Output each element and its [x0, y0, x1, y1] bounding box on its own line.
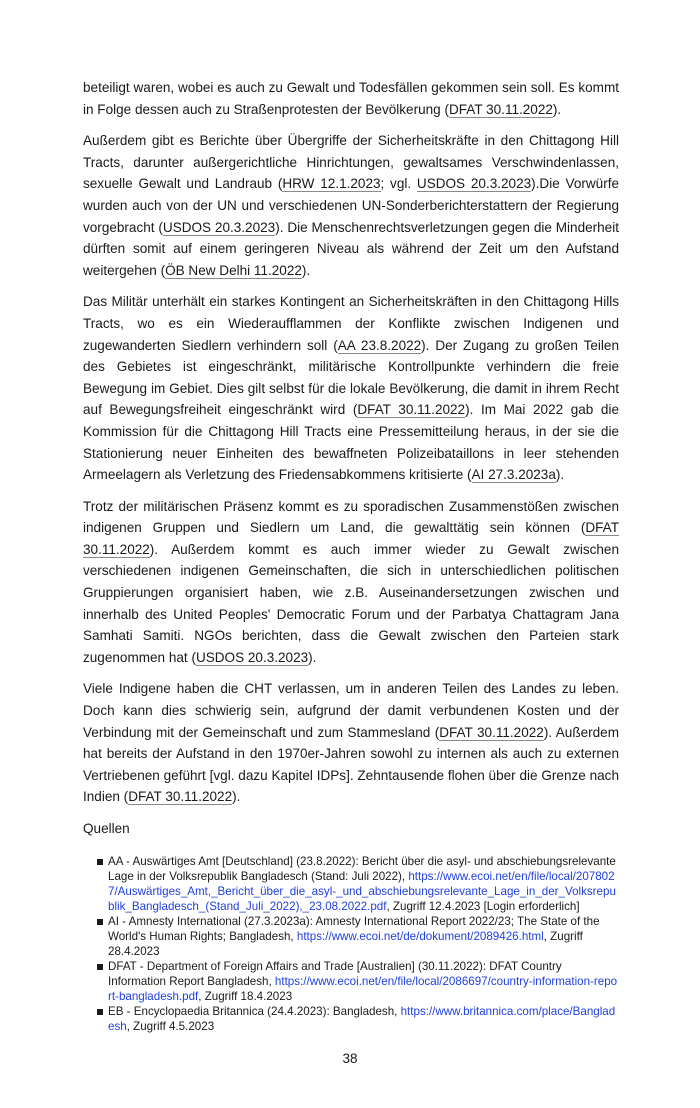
source-url-link[interactable]: https://www.ecoi.net/en/file/local/2086697/country-information-report-bangladesh.pdf: [108, 974, 618, 1003]
citation-link[interactable]: DFAT 30.11.2022: [128, 789, 233, 805]
source-access-date: , Zugriff 12.4.2023 [Login erforderlich]: [386, 899, 580, 913]
paragraph-text: Trotz der militärischen Präsenz kommt es zu sporadischen Zusammenstößen zwischen indigenen Gruppen und Siedlern um Land, die gewalttätig sein können (: [83, 498, 619, 536]
bullet-icon: [97, 919, 103, 925]
paragraph-text: Außerdem gibt es Berichte über Übergriffe der Sicherheitskräfte in den Chittagong Hill Tracts, darunter außergerichtliche Hinrichtungen, gewaltsames Verschwindenlassen, sexuelle Gewalt und Landraub (: [83, 133, 619, 192]
paragraph-text: Das Militär unterhält ein starkes Kontingent an Sicherheitskräften in den Chittagong Hills Tracts, wo es ein Wiederaufflammen der Konflikte zwischen Indigenen und zugewanderten Siedlern verhindern soll (: [83, 294, 619, 353]
source-access-date: , Zugriff 18.4.2023: [198, 989, 293, 1003]
paragraph: [83, 291, 619, 485]
citation-link[interactable]: ÖB New Delhi 11.2022: [165, 262, 302, 278]
citation-link[interactable]: DFAT 30.11.2022: [448, 101, 553, 117]
bullet-icon: [97, 1009, 103, 1015]
paragraph-text: ).: [301, 262, 311, 278]
source-url-link[interactable]: https://www.ecoi.net/en/file/local/2078027/Auswärtiges_Amt,_Bericht_über_die_asyl-_und_abschiebungsrelevante_Lage_in_der_Volksrepublik_Bangladesch_(Stand_Juli_2022),_23.08.2022.pdf: [108, 869, 616, 913]
source-access-date: , Zugriff 28.4.2023: [108, 929, 583, 958]
bullet-icon: [97, 859, 103, 865]
paragraph-text: ). Die Menschenrechtsverletzungen gegen die Minderheit dürften somit auf einem geringeren Niveau als während der Zeit um den Aufstand weitergehen (: [83, 219, 619, 278]
source-item: [97, 1004, 619, 1034]
paragraph-text: ). Im Mai 2022 gab die Kommission für die Chittagong Hill Tracts eine Pressemitteilung heraus, in der sie die Stationierung neuer Einheiten des bewaffneten Polizeibataillons in leer stehenden Armeelagern als Verletzung des Friedensabkommens kritisierte (: [83, 402, 619, 483]
source-text: DFAT - Department of Foreign Affairs and Trade [Australien] (30.11.2022): DFAT Country Information Report Bangladesh,: [108, 959, 562, 988]
citation-link[interactable]: DFAT 30.11.2022: [439, 724, 544, 740]
citation-link[interactable]: HRW 12.1.2023: [282, 176, 381, 192]
citation-link[interactable]: AA 23.8.2022: [337, 337, 422, 353]
paragraph-text: ). Der Zugang zu großen Teilen des Gebietes ist eingeschränkt, militärische Kontrollpunkte verhindern die freie Bewegung im Gebiet. Dies gilt selbst für die lokale Bevölkerung, die damit in ihrem Recht auf Bewegungsfreiheit eingeschränkt wird (: [83, 337, 619, 418]
paragraph-text: ). Außerdem kommt es auch immer wieder zu Gewalt zwischen verschiedenen indigenen Gemeinschaften, die sich in unterschiedlichen politischen Gruppierungen organisiert haben, wie z.B. Auseinandersetzungen zwischen und innerhalb des United Peoples' Democratic Forum und der Parbatya Chattagram Jana Samhati Samiti. NGOs berichten, dass die Gewalt zwischen den Parteien stark zugenommen hat (: [83, 541, 619, 665]
paragraph: [83, 77, 619, 120]
source-url-link[interactable]: https://www.ecoi.net/de/dokument/2089426.html: [296, 929, 544, 943]
paragraphs: [83, 77, 619, 808]
source-text: AA - Auswärtiges Amt [Deutschland] (23.8.2022): Bericht über die asyl- und abschiebungsrelevante Lage in der Volksrepublik Bangladesch (Stand: Juli 2022),: [108, 854, 616, 883]
sources-heading: Quellen: [83, 821, 130, 836]
citation-link[interactable]: USDOS 20.3.2023: [416, 176, 532, 192]
citation-link[interactable]: DFAT 30.11.2022: [357, 402, 466, 418]
paragraph-text: beteiligt waren, wobei es auch zu Gewalt und Todesfällen gekommen sein soll. Es kommt in Folge dessen auch zu Straßenprotesten der Bevölkerung (: [83, 80, 619, 117]
citation-link[interactable]: AI 27.3.2023a: [471, 467, 556, 483]
sources-list: [83, 854, 619, 1034]
source-text: AI - Amnesty International (27.3.2023a): Amnesty International Report 2022/23; The State of the World's Human Rights; Bangladesh,: [108, 914, 600, 943]
paragraph-text: ; vgl.: [380, 176, 417, 192]
bullet-icon: [97, 964, 103, 970]
source-text: EB - Encyclopaedia Britannica (24.4.2023): Bangladesh,: [108, 1004, 401, 1018]
source-item: [97, 854, 619, 914]
paragraph: [83, 496, 619, 669]
citation-link[interactable]: USDOS 20.3.2023: [195, 649, 309, 665]
source-item: [97, 914, 619, 959]
paragraph-text: ).: [552, 101, 562, 117]
paragraph-text: ).: [555, 467, 565, 483]
citation-link[interactable]: USDOS 20.3.2023: [162, 219, 276, 235]
paragraph-text: ).: [308, 649, 317, 665]
source-item: [97, 959, 619, 1004]
citation-link[interactable]: DFAT 30.11.2022: [83, 520, 619, 557]
page-number: 38: [342, 1050, 358, 1066]
paragraph: [83, 130, 619, 281]
paragraph-text: ).: [232, 789, 241, 805]
paragraph-text: Viele Indigene haben die CHT verlassen, um in anderen Teilen des Landes zu leben. Doch kann dies schwierig sein, aufgrund der damit verbundenen Kosten und der Verbindung mit der Gemeinschaft und zum Stammesland (: [83, 681, 619, 740]
document-body: [83, 77, 619, 1034]
paragraph-text: ). Außerdem hat bereits der Aufstand in den 1970er-Jahren sowohl zu internen als auch zu externen Vertriebenen geführt [vgl. dazu Kapitel IDPs]. Zehntausende flohen über die Grenze nach Indien (: [83, 724, 619, 805]
paragraph: [83, 678, 619, 808]
paragraph-text: ).Die Vorwürfe wurden auch von der UN und verschiedenen UN-Sonderberichterstattern der Regierung vorgebracht (: [83, 176, 619, 235]
source-access-date: , Zugriff 4.5.2023: [126, 1019, 215, 1033]
source-url-link[interactable]: https://www.britannica.com/place/Bangladesh: [108, 1004, 616, 1033]
